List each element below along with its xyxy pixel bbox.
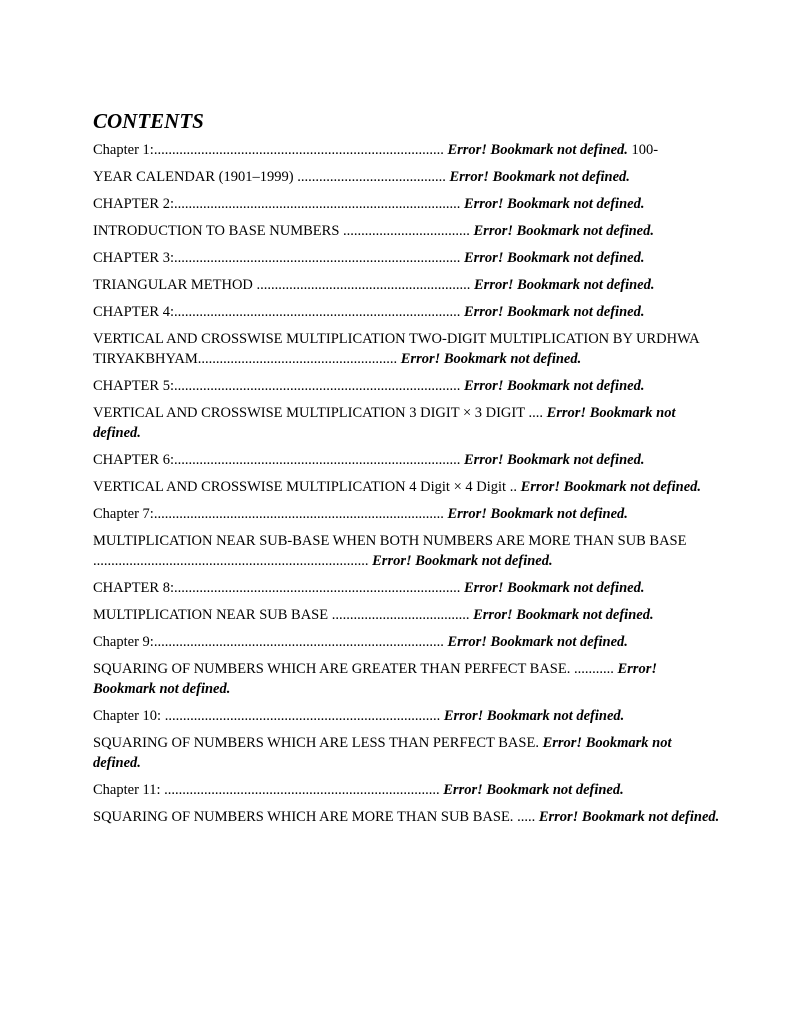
toc-entry-error: Error! Bookmark not defined. (463, 580, 645, 596)
toc-entry-leader: ................................... (339, 223, 470, 239)
toc-entry[interactable] (93, 531, 723, 571)
toc-entry-leader: ............................................................................ (93, 553, 369, 569)
toc-entry[interactable] (93, 167, 723, 187)
toc-entry[interactable] (93, 632, 723, 652)
toc-entry[interactable] (93, 140, 723, 160)
toc-entry[interactable] (93, 403, 723, 443)
toc-entry-label: Chapter 7: (93, 506, 154, 522)
toc-entry-error: Error! Bookmark not defined. (463, 304, 645, 320)
toc-entry-error: Error! Bookmark not defined. (473, 223, 654, 239)
toc-entry-leader: ..... (513, 809, 536, 825)
toc-entry-label: CHAPTER 4: (93, 304, 174, 320)
toc-entry-leader: ........... (570, 661, 614, 677)
toc-entry-error: Error! Bookmark not defined. (400, 351, 582, 367)
toc-entry[interactable] (93, 780, 723, 800)
toc-entry-error: Error! Bookmark not defined. (449, 169, 630, 185)
toc-entry[interactable] (93, 275, 723, 295)
toc-entry-error: Error! Bookmark not defined. (443, 708, 625, 724)
toc-entry[interactable] (93, 194, 723, 214)
toc-entry-error: Error! Bookmark not defined. (538, 809, 720, 825)
toc-entry-label: TRIANGULAR METHOD (93, 277, 253, 293)
toc-entry[interactable] (93, 477, 723, 497)
toc-entry-leader: .... (524, 405, 543, 421)
toc-entry[interactable] (93, 659, 723, 699)
toc-entry[interactable] (93, 504, 723, 524)
toc-entry-leader: ............................................................................ (160, 782, 440, 798)
toc-entry-error: Error! Bookmark not defined. (463, 196, 645, 212)
toc-entry[interactable] (93, 302, 723, 322)
toc-entry-error: Error! Bookmark not defined. (463, 250, 645, 266)
toc-entry-label: VERTICAL AND CROSSWISE MULTIPLICATION 4 Digit × 4 Digit (93, 479, 507, 495)
toc-entry-leader: ................................................................................ (153, 142, 444, 158)
toc-entry-error: Error! Bookmark not defined. (447, 142, 628, 158)
toc-entry[interactable] (93, 329, 723, 369)
toc-entry-error: Error! Bookmark not defined. (447, 634, 628, 650)
toc-entry-error: Error! Bookmark not defined. (447, 506, 628, 522)
toc-entry-error: Error! Bookmark not defined. (463, 452, 645, 468)
toc-entry-error: Error! Bookmark not defined. (372, 553, 553, 569)
toc-entry-leader: ............................................................................... (173, 378, 461, 394)
toc-entry-label: CHAPTER 3: (93, 250, 174, 266)
toc-entry-label: VERTICAL AND CROSSWISE MULTIPLICATION TWO-DIGIT MULTIPLICATION BY URDHWA TIRYAKBHYAM (93, 331, 699, 367)
toc-entry-error: Error! Bookmark not defined. (473, 607, 654, 623)
toc-entry-leader: ............................................................................... (173, 196, 461, 212)
page-title: CONTENTS (93, 109, 204, 133)
toc-entry[interactable] (93, 221, 723, 241)
toc-entry[interactable] (93, 578, 723, 598)
toc-entry-leader: ...................................... (328, 607, 470, 623)
toc-entry-leader: ............................................................................... (173, 304, 461, 320)
toc-entry-leader: ............................................................................... (173, 250, 461, 266)
document-page (93, 108, 723, 834)
table-of-contents (93, 140, 723, 827)
toc-entry[interactable] (93, 605, 723, 625)
toc-entry-error: Error! Bookmark not defined. (93, 405, 676, 441)
toc-entry[interactable] (93, 376, 723, 396)
toc-entry[interactable] (93, 248, 723, 268)
toc-entry-label: SQUARING OF NUMBERS WHICH ARE MORE THAN SUB BASE. (93, 809, 514, 825)
toc-entry-trailing-text: 100- (627, 142, 659, 158)
toc-entry-error: Error! Bookmark not defined. (93, 661, 657, 697)
toc-entry-leader: ............................................................................... (173, 452, 461, 468)
toc-entry-label: Chapter 11: (93, 782, 161, 798)
toc-entry-label: CHAPTER 2: (93, 196, 174, 212)
toc-entry-label: SQUARING OF NUMBERS WHICH ARE GREATER THAN PERFECT BASE. (93, 661, 571, 677)
toc-entry-error: Error! Bookmark not defined. (520, 479, 702, 495)
toc-entry-label: MULTIPLICATION NEAR SUB BASE (93, 607, 329, 623)
toc-entry-label: SQUARING OF NUMBERS WHICH ARE LESS THAN PERFECT BASE. (93, 735, 539, 751)
toc-entry-label: Chapter 1: (93, 142, 154, 158)
toc-entry-label: Chapter 9: (93, 634, 154, 650)
toc-entry-leader: ........................................................... (252, 277, 471, 293)
toc-entry-label: Chapter 10: (93, 708, 162, 724)
toc-entry[interactable] (93, 733, 723, 773)
toc-entry-leader: .. (506, 479, 517, 495)
toc-entry-leader: ................................................................................ (153, 634, 444, 650)
toc-entry-label: YEAR CALENDAR (1901–1999) (93, 169, 294, 185)
toc-entry[interactable] (93, 450, 723, 470)
toc-entry-leader: ................................................................................ (153, 506, 444, 522)
toc-entry-leader: ............................................................................... (173, 580, 461, 596)
toc-entry-label: CHAPTER 6: (93, 452, 174, 468)
toc-entry[interactable] (93, 706, 723, 726)
toc-entry[interactable] (93, 807, 723, 827)
toc-entry-error: Error! Bookmark not defined. (443, 782, 624, 798)
toc-entry-error: Error! Bookmark not defined. (93, 735, 672, 771)
toc-entry-leader: ......................................... (293, 169, 446, 185)
toc-entry-error: Error! Bookmark not defined. (463, 378, 645, 394)
toc-entry-label: MULTIPLICATION NEAR SUB-BASE WHEN BOTH NUMBERS ARE MORE THAN SUB BASE (93, 533, 687, 549)
toc-entry-error: Error! Bookmark not defined. (474, 277, 655, 293)
toc-entry-label: CHAPTER 5: (93, 378, 174, 394)
toc-entry-label: INTRODUCTION TO BASE NUMBERS (93, 223, 340, 239)
toc-entry-label: CHAPTER 8: (93, 580, 174, 596)
toc-entry-label: VERTICAL AND CROSSWISE MULTIPLICATION 3 DIGIT × 3 DIGIT (93, 405, 525, 421)
toc-entry-leader: ............................................................................ (161, 708, 441, 724)
toc-entry-leader: ....................................................... (197, 351, 398, 367)
